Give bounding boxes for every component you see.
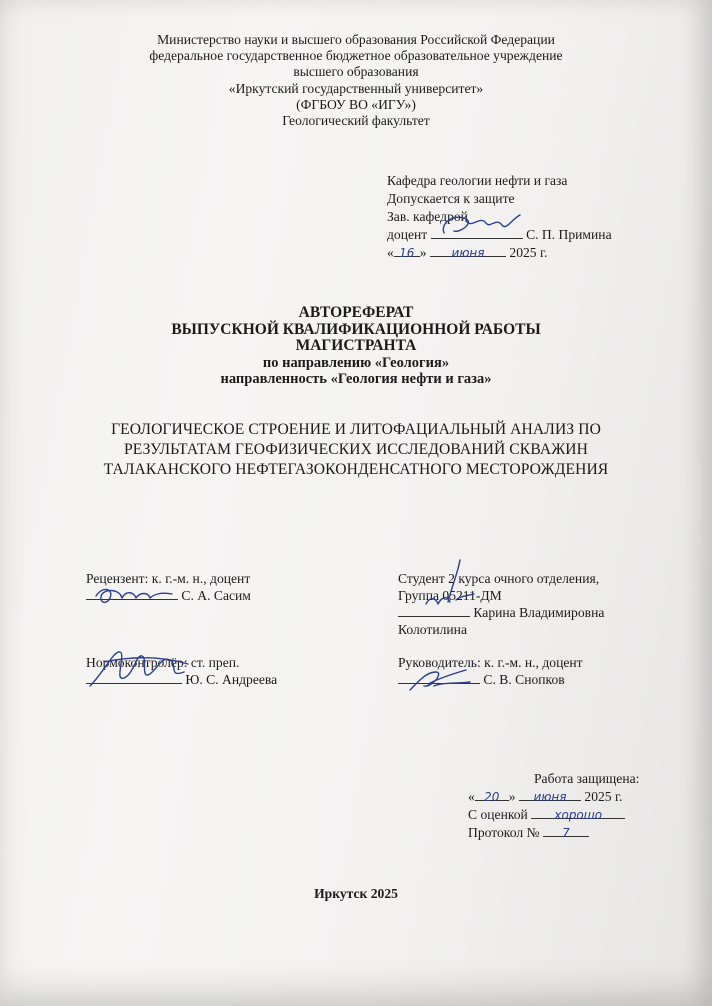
signature-underline [86,671,182,684]
header-line: (ФГБОУ ВО «ИГУ») [296,96,416,112]
month-field [519,788,581,804]
normcontrol-sign-line [86,671,277,688]
student-course: Студент 2 курса очного отделения, [398,571,600,586]
defense-block [468,770,639,842]
handwritten-day: 20 [484,790,500,804]
student-surname: Колотилина [398,622,467,637]
month-field [430,244,506,260]
signature-underline [398,604,470,617]
student-group: Группа 05211-ДМ [398,588,502,603]
approval-date-line [387,244,612,262]
title-profile: направленность «Геология нефти и газа» [220,371,492,387]
thesis-topic [0,420,712,480]
normcontrol-block [86,654,277,688]
quote-close: » [508,789,516,804]
supervisor-label: Руководитель: к. г.-м. н., доцент [398,655,583,670]
supervisor-sign-line [398,671,583,688]
reviewer-sign-line [86,587,251,604]
topic-line: ТАЛАКАНСКОГО НЕФТЕГАЗОКОНДЕНСАТНОГО МЕСТОРОЖДЕНИЯ [103,461,609,478]
topic-line: РЕЗУЛЬТАТАМ ГЕОФИЗИЧЕСКИХ ИССЛЕДОВАНИЙ СКВАЖИН [123,441,588,458]
head-line: Зав. кафедрой [387,209,468,224]
protocol-field [543,824,589,840]
approval-block [387,172,612,262]
student-first-names: Карина Владимировна [473,605,605,620]
topic-line: ГЕОЛОГИЧЕСКОЕ СТРОЕНИЕ И ЛИТОФАЦИАЛЬНЫЙ АНАЛИЗ ПО [111,421,601,438]
header-line: федеральное государственное бюджетное образовательное учреждение [149,48,563,64]
title-direction: по направлению «Геология» [262,354,450,371]
reviewer-name: С. А. Сасим [181,588,251,603]
grade-line [468,806,639,824]
position-label: доцент [387,227,428,242]
title-master: МАГИСТРАНТА [295,337,417,354]
defense-year: 2025 г. [584,789,623,804]
supervisor-name: С. В. Снопков [483,672,565,687]
handwritten-protocol: 7 [562,826,570,840]
title-block [0,305,712,388]
quote-open: « [387,245,394,260]
grade-label: С оценкой [468,807,528,822]
ministry-header [0,32,712,129]
signature-underline [398,671,480,684]
city-year: Иркутск 2025 [314,886,398,901]
handwritten-day: 16 [399,246,415,260]
protocol-line [468,824,639,842]
head-name: С. П. Примина [526,227,612,242]
signature-underline [86,587,178,600]
protocol-label: Протокол № [468,825,540,840]
approval-year: 2025 г. [509,245,548,260]
student-sign-line [398,604,604,621]
title-abstract: АВТОРЕФЕРАТ [298,304,414,321]
header-line: Министерство науки и высшего образования Российской Федерации [157,32,555,47]
position-line [387,226,612,244]
supervisor-block [398,654,583,688]
handwritten-month: июня [533,790,567,804]
student-block [398,570,604,638]
header-line: высшего образования [293,64,419,80]
signature-underline [431,226,523,239]
reviewer-label: Рецензент: к. г.-м. н., доцент [86,571,251,586]
defense-date-line [468,788,639,806]
admitted-line: Допускается к защите [387,191,515,206]
day-field [394,244,420,260]
normcontrol-label: Нормоконтролёр: ст. преп. [86,655,240,670]
quote-close: » [419,245,427,260]
normcontrol-name: Ю. С. Андреева [185,672,278,687]
defense-label: Работа защищена: [534,771,640,786]
grade-field [531,806,625,822]
handwritten-month: июня [451,246,485,260]
quote-open: « [468,789,475,804]
day-field [475,788,509,804]
header-line: «Иркутский государственный университет» [228,80,484,96]
title-work: ВЫПУСКНОЙ КВАЛИФИКАЦИОННОЙ РАБОТЫ [171,320,541,338]
header-line: Геологический факультет [282,113,430,129]
handwritten-grade: хорошо [554,808,603,822]
reviewer-block [86,570,251,604]
department-line: Кафедра геологии нефти и газа [387,173,568,188]
